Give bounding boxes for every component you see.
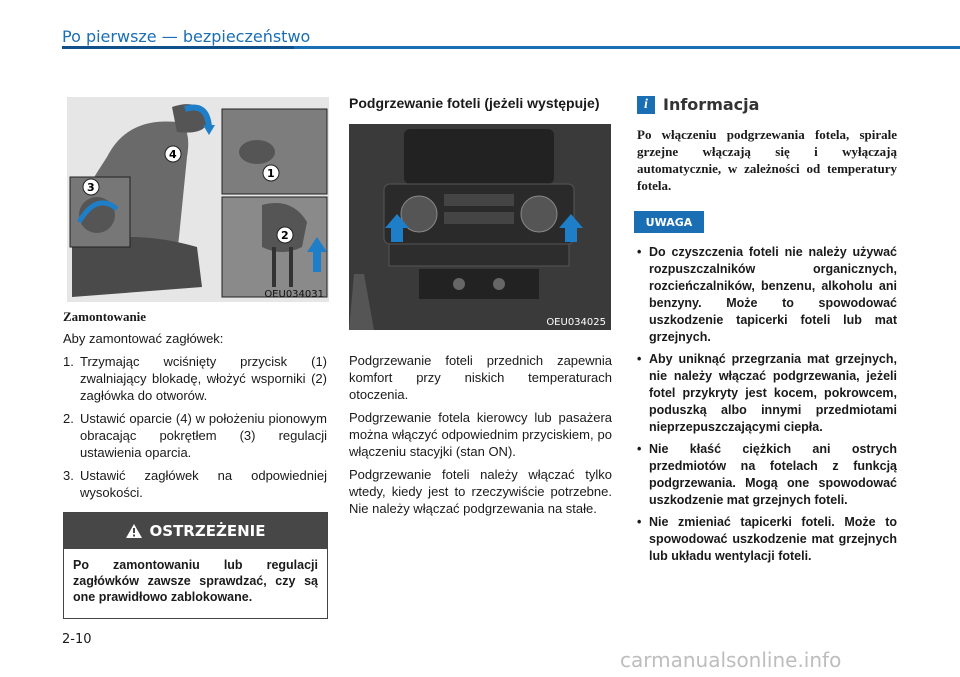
callout-3: 3 [87,181,95,194]
installation-text [63,330,327,507]
info-header [637,95,759,114]
step-text: Trzymając wciśnięty przycisk (1) zwalniający blokadę, włożyć wsporniki (2) zagłówka do otworów. [80,354,327,403]
info-text: Po włączeniu podgrzewania fotela, spirale grzejne włączają się i wyłączają automatycznie, w zależności od temperatury fotela. [637,127,897,193]
notice-item: • Nie zmieniać tapicerki foteli. Może to spowodować uszkodzenie mat grzejnych lub układu wentylacji foteli. [637,514,897,565]
watermark: carmanualsonline.info [620,648,842,672]
warning-triangle-icon [126,524,142,538]
headrest-illustration [67,97,329,302]
step-3 [63,467,327,501]
page-number: 2-10 [62,632,92,647]
step-text: Ustawić zagłówek na odpowiedniej wysokości. [80,468,327,500]
callout-1: 1 [267,167,275,180]
warning-box [63,512,328,619]
installation-intro: Aby zamontować zagłówek: [63,331,224,346]
section-header: Po pierwsze — bezpieczeństwo [62,27,311,46]
seat-heater-console-photo [349,124,611,330]
figure-code-left: OEU034031 [264,289,324,300]
step-2 [63,410,327,461]
notice-badge: UWAGA [634,211,704,233]
installation-steps [63,353,327,501]
seat-heater-heading: Podgrzewanie foteli (jeżeli występuje) [349,95,600,111]
paragraph: Podgrzewanie fotela kierowcy lub pasażera można włączyć odpowiednim przyciskiem, po włączeniu stacyjki (stan ON). [349,410,612,459]
paragraph: Podgrzewanie foteli należy włączać tylko wtedy, kiedy jest to rzeczywiście potrzebne. Nie należy włączać podgrzewania na stałe. [349,467,612,516]
step-number: 3. [63,468,74,483]
paragraph: Podgrzewanie foteli przednich zapewnia komfort przy niskich temperaturach otoczenia. [349,353,612,402]
warning-header [64,513,327,549]
info-label: Informacja [663,95,760,114]
callout-4: 4 [169,148,177,161]
notice-item: • Do czyszczenia foteli nie należy używać rozpuszczalników organicznych, rozcieńczalników, benzenu, alkoholu ani benzyny. Może to spowodować uszkodzenie tapicerki foteli lub mat grzejnych. [637,244,897,346]
installation-subtitle: Zamontowanie [63,309,147,324]
notice-item: • Aby uniknąć przegrzania mat grzejnych, nie należy włączać podgrzewania, jeżeli fotel przykryty jest kocem, pokrowcem, poduszką albo innymi przedmiotami nieprzepuszczającymi ciepła. [637,351,897,436]
notice-item: • Nie kłaść ciężkich ani ostrych przedmiotów na fotelach z funkcją podgrzewania. Mogą one spowodować uszkodzenie mat grzejnych foteli. [637,441,897,509]
step-text: Ustawić oparcie (4) w położeniu pionowym obracając pokrętłem (3) regulacji ustawienia oparcia. [80,411,327,460]
notice-list [637,244,897,570]
console-drawing [349,124,611,330]
step-1 [63,353,327,404]
callout-2: 2 [281,229,289,242]
warning-label: OSTRZEŻENIE [149,522,266,540]
header-rule-accent [62,46,294,49]
step-number: 2. [63,411,74,426]
headrest-drawing [67,97,329,302]
warning-text: Po zamontowaniu lub regulacji zagłówków zawsze sprawdzać, czy są one prawidłowo zablokowane. [73,558,318,604]
info-icon: i [637,96,655,114]
step-number: 1. [63,354,74,369]
seat-heater-text [349,352,612,523]
figure-code-right: OEU034025 [546,317,606,328]
